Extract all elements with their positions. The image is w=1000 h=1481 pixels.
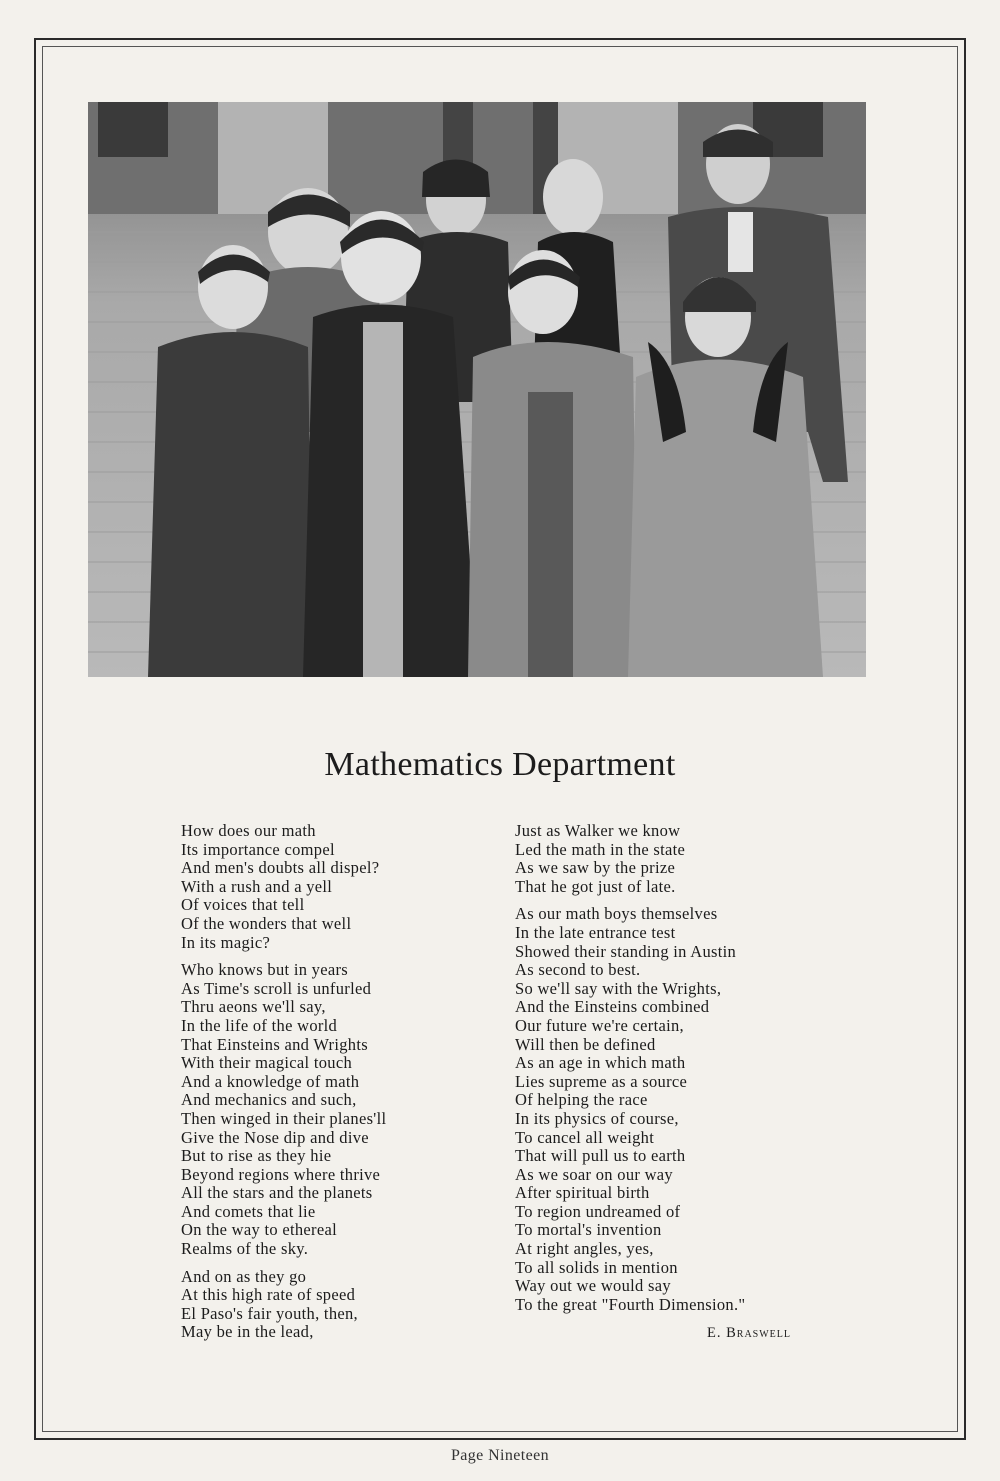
poem-line: As Time's scroll is unfurled bbox=[181, 978, 372, 998]
poem-line: Lies supreme as a source bbox=[515, 1071, 688, 1091]
group-photo-illustration bbox=[88, 102, 866, 677]
poem-line: But to rise as they hie bbox=[181, 1146, 332, 1166]
poem-line: In its physics of course, bbox=[515, 1108, 679, 1128]
poem-line: So we'll say with the Wrights, bbox=[515, 978, 722, 998]
poem-line: Will then be defined bbox=[515, 1034, 656, 1054]
poem-line: Of voices that tell bbox=[181, 895, 305, 915]
poem-line: To region undreamed of bbox=[515, 1201, 681, 1221]
poem-line: Give the Nose dip and dive bbox=[181, 1127, 369, 1147]
poem-line: Thru aeons we'll say, bbox=[181, 997, 326, 1017]
page-title: Mathematics Department bbox=[324, 746, 676, 783]
poem-stanza bbox=[181, 1268, 386, 1342]
poem-line: Way out we would say bbox=[515, 1276, 671, 1296]
poem-line: At this high rate of speed bbox=[181, 1285, 356, 1305]
poem-line: All the stars and the planets bbox=[181, 1183, 373, 1203]
poem-stanza bbox=[515, 905, 745, 1314]
poem-line: May be in the lead, bbox=[181, 1322, 314, 1342]
poem-line: As we soar on our way bbox=[515, 1164, 673, 1184]
poem-line: And mechanics and such, bbox=[181, 1090, 357, 1110]
poem-line: After spiritual birth bbox=[515, 1183, 650, 1203]
poem-line: That Einsteins and Wrights bbox=[181, 1034, 368, 1054]
poem-line: To all solids in mention bbox=[515, 1257, 678, 1277]
poem-line: Of helping the race bbox=[515, 1090, 648, 1110]
poem-left-column bbox=[181, 822, 386, 1351]
poem-line: Led the math in the state bbox=[515, 839, 686, 859]
poem-line: Who knows but in years bbox=[181, 960, 348, 980]
poem-line: In its magic? bbox=[181, 932, 271, 952]
poem-line: In the late entrance test bbox=[515, 922, 676, 942]
poem-line: That will pull us to earth bbox=[515, 1146, 686, 1166]
poem-line: And a knowledge of math bbox=[181, 1071, 360, 1091]
poem-line: As our math boys themselves bbox=[515, 904, 718, 924]
poem-stanza bbox=[181, 822, 386, 952]
poem-line: And comets that lie bbox=[181, 1201, 316, 1221]
poem-line: And men's doubts all dispel? bbox=[181, 858, 380, 878]
poem-line: And on as they go bbox=[181, 1266, 307, 1286]
poem-line: Then winged in their planes'll bbox=[181, 1108, 387, 1128]
poem-line: To mortal's invention bbox=[515, 1220, 662, 1240]
poem-line: And the Einsteins combined bbox=[515, 997, 710, 1017]
poem-right-column bbox=[515, 822, 745, 1323]
poem-line: In the life of the world bbox=[181, 1015, 338, 1035]
poem-line: At right angles, yes, bbox=[515, 1239, 654, 1259]
poem-line: El Paso's fair youth, then, bbox=[181, 1303, 358, 1323]
poem-line: To the great "Fourth Dimension." bbox=[515, 1294, 746, 1314]
poem-author: E. Braswell bbox=[707, 1325, 791, 1341]
poem-line: As we saw by the prize bbox=[515, 858, 676, 878]
poem-stanza bbox=[515, 822, 745, 896]
poem-line: That he got just of late. bbox=[515, 876, 676, 896]
poem-line: As an age in which math bbox=[515, 1053, 686, 1073]
group-photo bbox=[88, 102, 866, 677]
poem-line: Beyond regions where thrive bbox=[181, 1164, 381, 1184]
poem-line: Just as Walker we know bbox=[515, 821, 681, 840]
poem-stanza bbox=[181, 961, 386, 1259]
page-number: Page Nineteen bbox=[450, 1447, 550, 1464]
poem-line: With a rush and a yell bbox=[181, 876, 333, 896]
poem-line: Of the wonders that well bbox=[181, 913, 352, 933]
poem-line: How does our math bbox=[181, 821, 316, 840]
poem-line: As second to best. bbox=[515, 960, 641, 980]
poem-line: Its importance compel bbox=[181, 839, 335, 859]
poem-line: On the way to ethereal bbox=[181, 1220, 337, 1240]
poem-line: Our future we're certain, bbox=[515, 1015, 684, 1035]
poem-line: Realms of the sky. bbox=[181, 1239, 309, 1259]
poem-line: Showed their standing in Austin bbox=[515, 941, 737, 961]
poem-line: To cancel all weight bbox=[515, 1127, 655, 1147]
poem-line: With their magical touch bbox=[181, 1053, 353, 1073]
